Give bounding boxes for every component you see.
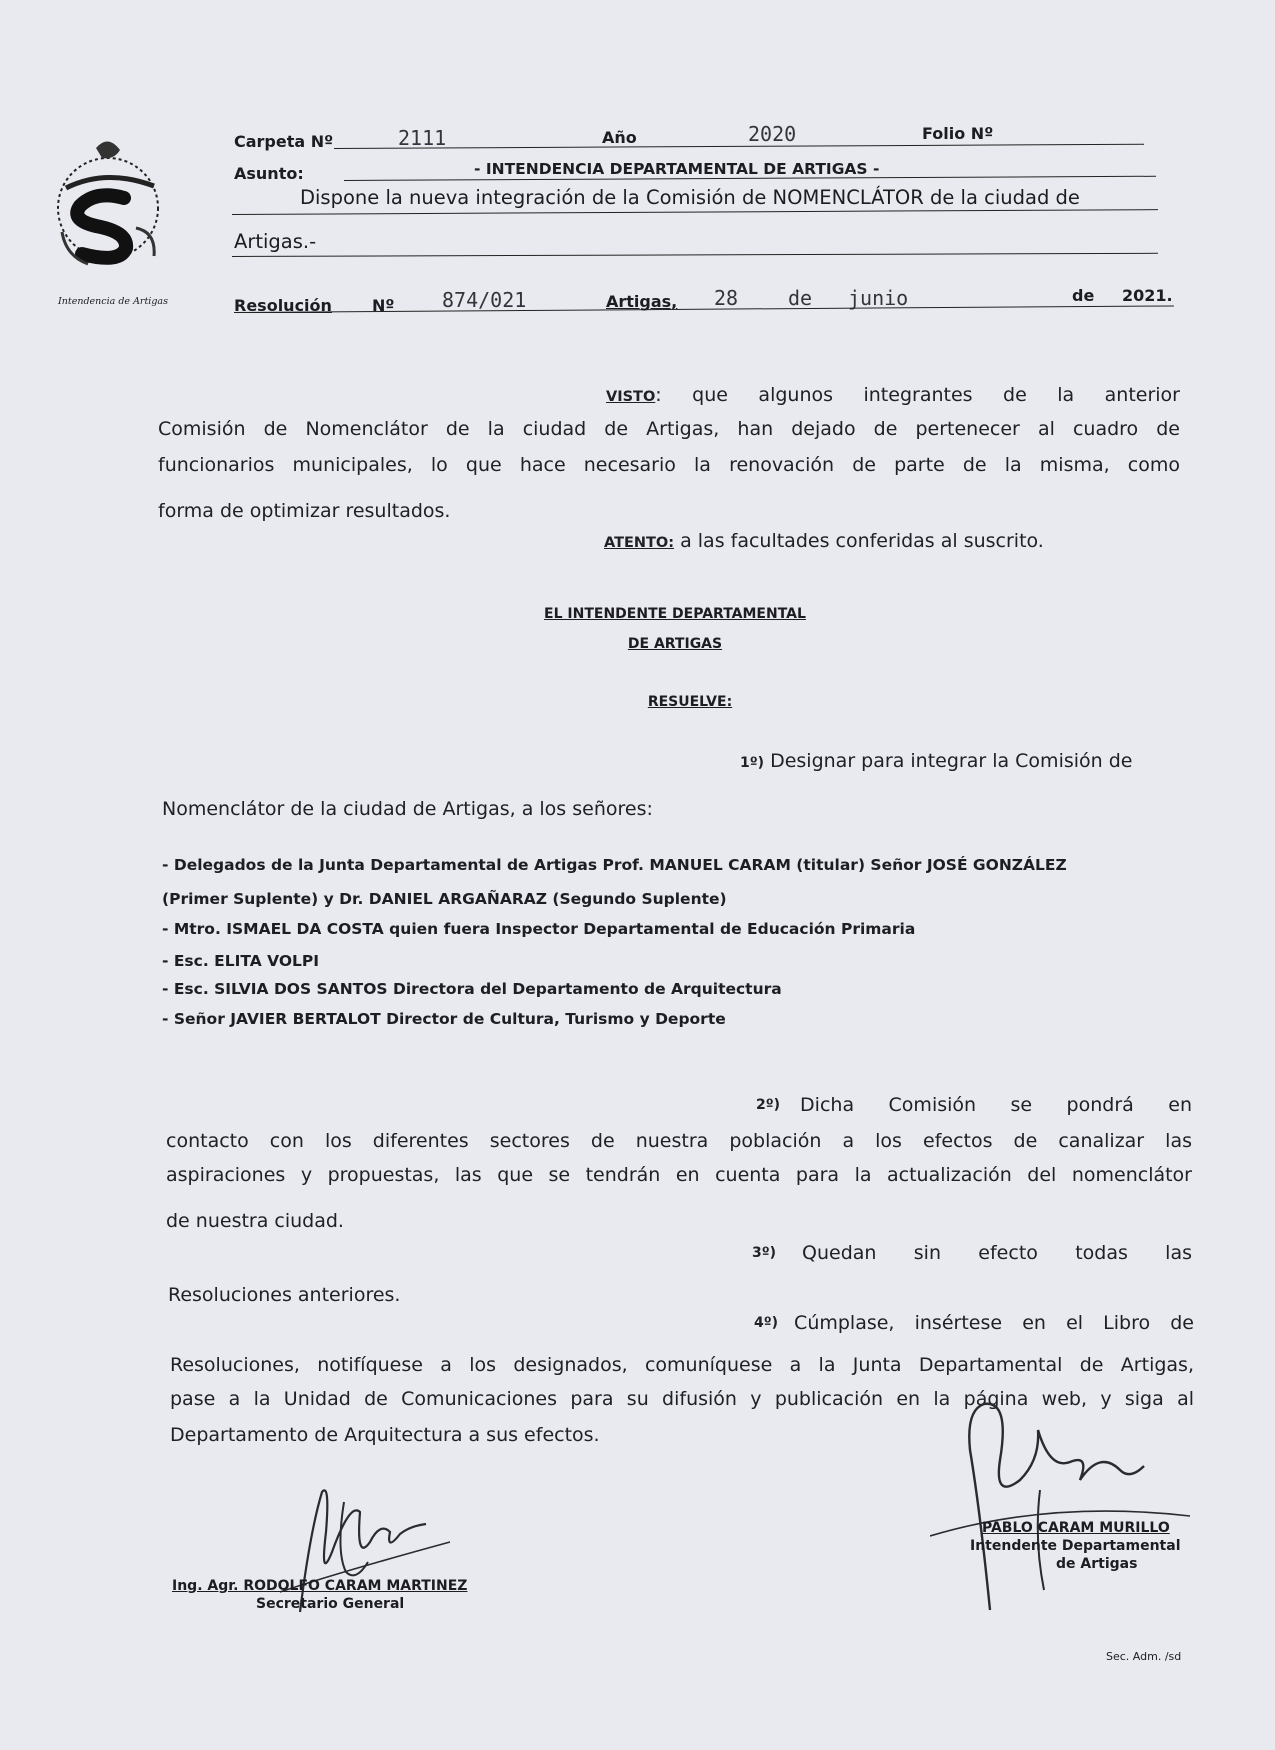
point-4-line-4: Departamento de Arquitectura a sus efectos. bbox=[170, 1424, 600, 1446]
asunto-title: - INTENDENCIA DEPARTAMENTAL DE ARTIGAS - bbox=[474, 160, 880, 178]
visto-label: VISTO bbox=[606, 389, 656, 405]
point-1-line-2: Nomenclátor de la ciudad de Artigas, a los señores: bbox=[162, 798, 653, 820]
point-3-text-1: Quedan sin efecto todas las bbox=[802, 1242, 1192, 1264]
signature-left-name: Ing. Agr. RODOLFO CARAM MARTINEZ bbox=[172, 1578, 468, 1594]
resolucion-anio: 2021. bbox=[1122, 286, 1173, 305]
member-line-5: - Esc. SILVIA DOS SANTOS Directora del Departamento de Arquitectura bbox=[162, 980, 782, 998]
visto-line-1 bbox=[606, 378, 1180, 415]
resolucion-no-label: Nº bbox=[372, 296, 395, 315]
header-rule-1 bbox=[334, 144, 1144, 149]
signature-left-role: Secretario General bbox=[256, 1596, 405, 1612]
point-2-line-2: contacto con los diferentes sectores de nuestra población a los efectos de canalizar las bbox=[166, 1130, 1192, 1152]
member-line-1: - Delegados de la Junta Departamental de Artigas Prof. MANUEL CARAM (titular) Señor JOSÉ GONZÁLEZ bbox=[162, 856, 1067, 874]
resolucion-mes: junio bbox=[848, 286, 909, 310]
member-line-2: (Primer Suplente) y Dr. DANIEL ARGAÑARAZ (Segundo Suplente) bbox=[162, 890, 727, 908]
signature-right-scribble bbox=[930, 1390, 1190, 1620]
point-3-line-2: Resoluciones anteriores. bbox=[168, 1284, 401, 1306]
member-line-4: - Esc. ELITA VOLPI bbox=[162, 952, 320, 970]
point-2-text-1: Dicha Comisión se pondrá en bbox=[800, 1094, 1192, 1116]
asunto-line-2-rule bbox=[232, 253, 1158, 257]
point-4-text-1: Cúmplase, insértese en el Libro de bbox=[794, 1312, 1194, 1334]
point-1-text-1: Designar para integrar la Comisión de bbox=[764, 750, 1133, 772]
visto-text-1: : que algunos integrantes de la anterior bbox=[655, 384, 1180, 406]
point-4-line-3: pase a la Unidad de Comunicaciones para su difusión y publicación en la página web, y siga al bbox=[170, 1388, 1194, 1410]
point-4-number: 4º) bbox=[754, 1315, 779, 1331]
resolucion-de-2: de bbox=[1072, 286, 1095, 305]
atento-line bbox=[604, 524, 1044, 561]
member-line-6: - Señor JAVIER BERTALOT Director de Cultura, Turismo y Deporte bbox=[162, 1010, 726, 1028]
point-1-line-1 bbox=[740, 744, 1132, 781]
logo-caption: Intendencia de Artigas bbox=[58, 296, 168, 307]
point-4-line-1 bbox=[754, 1306, 1194, 1341]
visto-line-3: funcionarios municipales, lo que hace necesario la renovación de parte de la misma, como bbox=[158, 454, 1180, 476]
visto-line-2: Comisión de Nomenclátor de la ciudad de Artigas, han dejado de pertenecer al cuadro de bbox=[158, 418, 1180, 440]
logo bbox=[36, 128, 186, 307]
resolucion-dia: 28 bbox=[714, 286, 739, 310]
heading-line-1: EL INTENDENTE DEPARTAMENTAL bbox=[544, 606, 806, 622]
resolucion-de-1: de bbox=[788, 286, 813, 310]
point-2-line-4: de nuestra ciudad. bbox=[166, 1210, 344, 1232]
carpeta-label: Carpeta Nº bbox=[234, 132, 334, 151]
point-1-number: 1º) bbox=[740, 755, 765, 771]
resuelve-heading: RESUELVE: bbox=[647, 694, 733, 710]
intendencia-emblem-icon bbox=[36, 128, 186, 278]
footer-ref: Sec. Adm. /sd bbox=[1106, 1650, 1182, 1663]
anio-value: 2020 bbox=[748, 122, 797, 146]
lugar-label: Artigas, bbox=[606, 292, 678, 311]
point-3-line-1 bbox=[752, 1236, 1192, 1271]
point-4-line-2: Resoluciones, notifíquese a los designados, comuníquese a la Junta Departamental de Artigas, bbox=[170, 1354, 1194, 1376]
atento-label: ATENTO: bbox=[604, 535, 675, 551]
point-2-line-1 bbox=[756, 1088, 1192, 1123]
point-2-line-3: aspiraciones y propuestas, las que se tendrán en cuenta para la actualización del nomenclátor bbox=[166, 1164, 1192, 1186]
resolucion-value: 874/021 bbox=[442, 288, 527, 312]
signature-right-name: PABLO CARAM MURILLO bbox=[982, 1520, 1170, 1536]
atento-text: a las facultades conferidas al suscrito. bbox=[674, 530, 1044, 552]
folio-label: Folio Nº bbox=[922, 124, 994, 143]
asunto-line-2: Artigas.- bbox=[234, 230, 317, 253]
anio-label: Año bbox=[602, 128, 637, 147]
point-2-number: 2º) bbox=[756, 1097, 781, 1113]
point-3-number: 3º) bbox=[752, 1245, 777, 1261]
heading-line-2: DE ARTIGAS bbox=[627, 636, 723, 652]
signature-right-role-1: Intendente Departamental bbox=[970, 1538, 1181, 1554]
visto-line-4: forma de optimizar resultados. bbox=[158, 500, 451, 522]
asunto-line-1-rule bbox=[232, 209, 1158, 215]
signature-right-role-2: de Artigas bbox=[1056, 1556, 1138, 1572]
member-line-3: - Mtro. ISMAEL DA COSTA quien fuera Inspector Departamental de Educación Primaria bbox=[162, 920, 916, 938]
asunto-label: Asunto: bbox=[234, 164, 304, 183]
carpeta-value: 2111 bbox=[398, 126, 447, 150]
asunto-line-1: Dispone la nueva integración de la Comisión de NOMENCLÁTOR de la ciudad de bbox=[300, 186, 1080, 209]
resolucion-label: Resolución bbox=[234, 296, 332, 315]
